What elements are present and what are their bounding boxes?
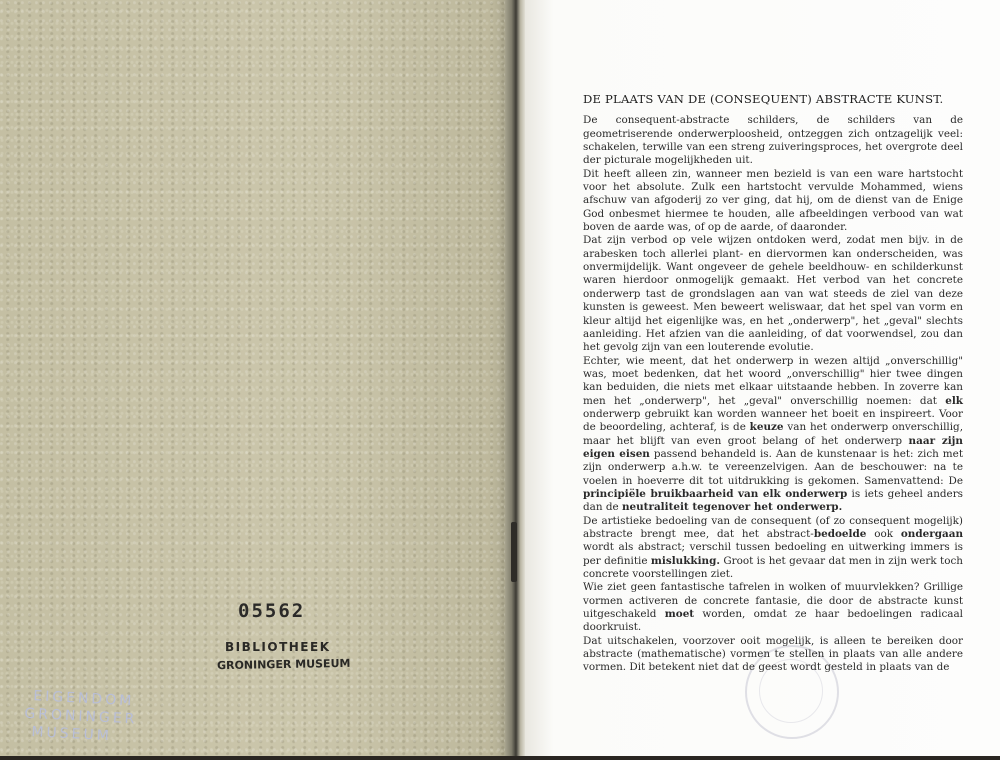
p6-text-a: Wie ziet geen fantastische tafrelen in wolken of muurvlekken? Grillige vormen activeren de concrete fantasie, die door de abstracte kunst uitgeschakeld: [583, 581, 963, 621]
article-heading: DE PLAATS VAN DE (CONSEQUENT) ABSTRACTE KUNST.: [583, 92, 944, 106]
p5-bold-mislukking: mislukking.: [650, 554, 720, 567]
ownership-stamp-line-1: EIGENDOM: [32, 688, 135, 710]
library-stamp-line-2: GRONINGER MUSEUM: [216, 656, 351, 673]
p4-text-d: van het onderwerp onverschillig, maar het blijft van even groot belang of het onderwerp: [583, 421, 963, 447]
p5-text-b: ook: [866, 528, 901, 540]
staple: [511, 522, 517, 582]
paragraph-7: Dat uitschakelen, voorzover ooit mogelijk, is alleen te bereiken door abstracte (mathematische) vormen te stellen in plaats van alle andere vormen. Dit betekent niet dat de geest wordt gesteld in plaats van de: [583, 634, 963, 674]
paragraph-6: [583, 581, 963, 634]
p4-text-c: onderwerp gebruikt kan worden wanneer het boeit en inspireert. Voor de beoordeling, achteraf, is de: [583, 407, 963, 434]
paragraph-4: [583, 355, 963, 515]
p5-text-a: De artistieke bedoeling van de consequent (of zo consequent mogelijk) abstracte brengt mee, dat het abstract-: [583, 514, 963, 540]
p5-text-d: Groot is het gevaar dat men in zijn werk toch concrete voorstellingen ziet.: [583, 554, 963, 581]
inventory-number-stamp: 05562: [238, 600, 306, 622]
p4-text-f: is iets geheel anders dan de: [583, 487, 963, 514]
p6-bold-moet: moet: [664, 608, 695, 621]
p4-bold-elk: elk: [945, 394, 963, 407]
p6-text-b: worden, omdat ze haar bedoelingen radicaal doorkruist.: [583, 608, 963, 634]
ownership-stamp: [16, 686, 159, 759]
p5-text-c: wordt als abstract; verschil tussen bedoeling en uitwerking immers is per definitie: [583, 541, 963, 567]
paragraph-2: Dit heeft alleen zin, wanneer men bezield is van een ware hartstocht voor het absolute. Zulk een hartstocht vervulde Mohammed, wiens afschuw van afgoderij zo ver ging, dat hij, om de dienst van de Enige God onbesmet hiermee te houden, alle afbeeldingen verbood van wat boven de aarde was, of op de aarde, of daaronder.: [583, 167, 963, 234]
library-stamp-line-1: BIBLIOTHEEK: [225, 640, 331, 654]
article-text: [583, 93, 963, 675]
p4-bold-eisen: naar zijn eigen eisen: [583, 434, 963, 460]
paragraph-5: [583, 515, 963, 582]
paragraph-1: De consequent-abstracte schilders, de schilders van de geometriserende onderwerploosheid, ontzeggen zich ontzagelijk veel: schakelen, terwille van een streng zuiveringsproces, het overgrote deel der picturale mogelijkheden uit.: [583, 114, 963, 167]
p5-bold-bedoelde: bedoelde: [813, 528, 867, 540]
binding-gutter: [505, 0, 527, 756]
p4-text-a: Echter, wie meent, dat het onderwerp in wezen altijd „onverschillig" was, moet bedenken, dat het woord „onverschillig" hier twee dingen kan beduiden, die niets met elkaar uitstaande hebben. In zoverre kan men het „onderwerp", het „geval" onverschillig noemen: dat: [583, 354, 963, 407]
p4-bold-bruikbaarheid: principiële bruikbaarheid van elk onderwerp: [583, 487, 848, 500]
paragraph-3: Dat zijn verbod op vele wijzen ontdoken werd, zodat men bijv. in de arabesken toch allerlei plant- en diervormen kan onderscheiden, was onvermijdelijk. Want ongeveer de gehele beeldhouw- en schilderkunst waren hierdoor onmogelijk gemaakt. Het verbod van het concrete onderwerp tast de grondslagen aan van wat steeds de ziel van deze kunsten is geweest. Men beweert weliswaar, dat het spel van vorm en kleur altijd het eigenlijke was, en het „onderwerp", het „geval" slechts aanleiding. Het afzien van die aanleiding, of dat voorwendsel, zou dan het gevolg zijn van een louterende evolutie.: [583, 234, 963, 354]
ownership-stamp-line-3: MUSEUM: [31, 724, 113, 745]
ownership-stamp-line-2: GRONINGER: [23, 705, 138, 728]
p4-bold-neutraliteit: neutraliteit tegenover het onderwerp.: [621, 501, 843, 514]
p4-bold-keuze: keuze: [749, 421, 784, 434]
p5-bold-ondergaan: ondergaan: [900, 528, 963, 540]
p4-text-e: passend behandeld is. Aan de kunstenaar is het: zich met zijn onderwerp a.h.w. te vereenzelvigen. Aan de beschouwer: na te voelen in hoeverre dit tot uitdrukking is gekomen. Samenvattend: De: [583, 447, 963, 487]
